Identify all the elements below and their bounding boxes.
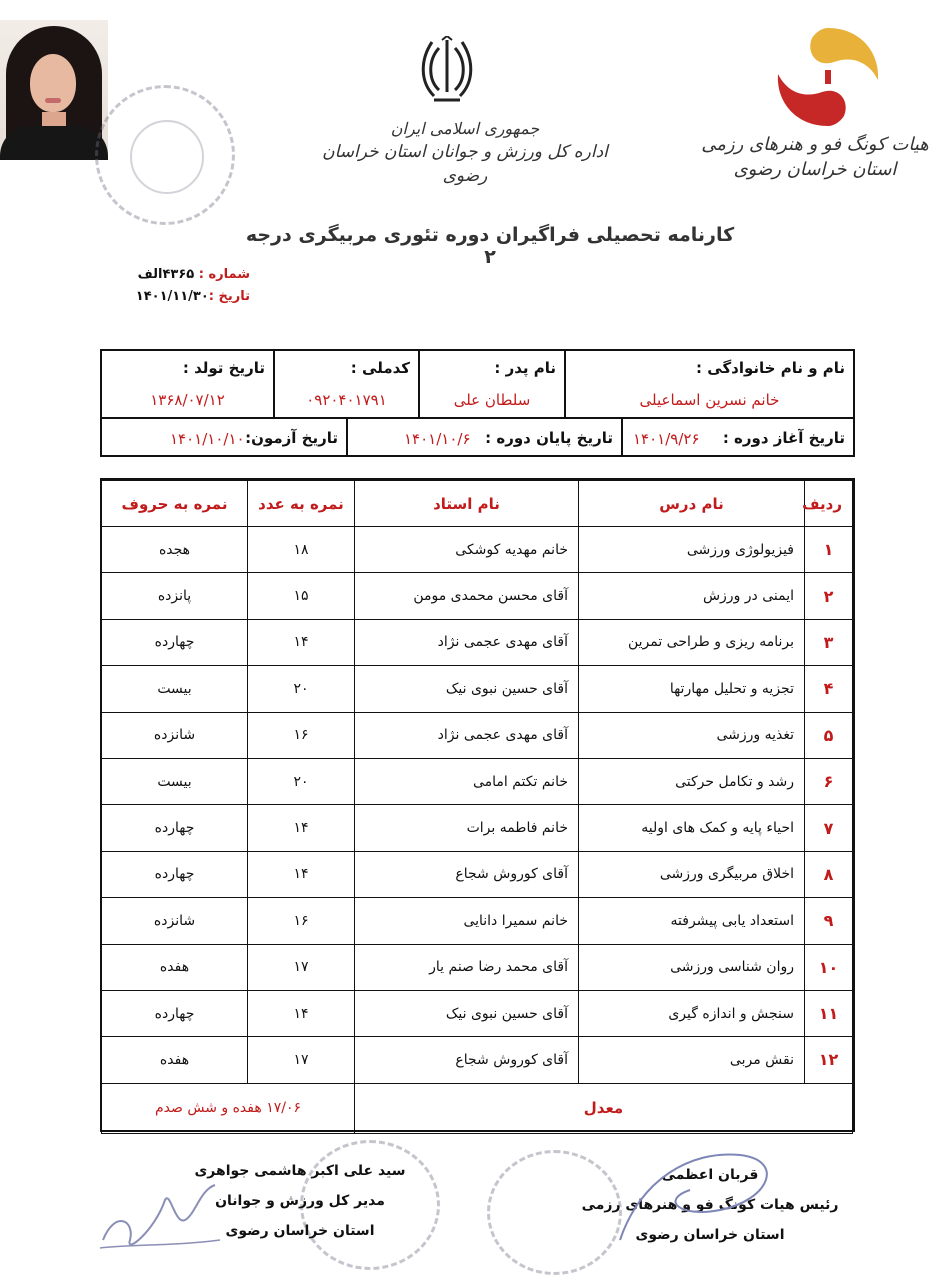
row-index: ۸ <box>805 851 853 897</box>
row-index: ۴ <box>805 666 853 712</box>
row-index: ۳ <box>805 619 853 665</box>
grade-words: چهارده <box>102 619 248 665</box>
country-name: جمهوری اسلامی ایران <box>390 119 540 138</box>
course-name: نقش مربی <box>579 1037 805 1083</box>
ministry-header <box>300 118 630 188</box>
header-grade-number: نمره به عدد <box>248 481 355 527</box>
header-index: ردیف <box>805 481 853 527</box>
table-row <box>102 619 853 665</box>
header-teacher: نام استاد <box>355 481 579 527</box>
course-name: برنامه ریزی و طراحی تمرین <box>579 619 805 665</box>
right-signer-region: استان خراسان رضوی <box>635 1227 785 1243</box>
photo-stamp <box>95 85 235 225</box>
course-name: فیزیولوژی ورزشی <box>579 527 805 573</box>
course-name: تغذیه ورزشی <box>579 712 805 758</box>
kungfu-federation-logo-icon <box>768 22 888 132</box>
course-name: روان شناسی ورزشی <box>579 944 805 990</box>
start-date-label: تاریخ آغاز دوره : <box>722 429 845 447</box>
exam-date-label: تاریخ آزمون: <box>245 429 338 447</box>
birth-value: ۱۳۶۸/۰۷/۱۲ <box>150 391 225 409</box>
course-name: اخلاق مربیگری ورزشی <box>579 851 805 897</box>
grade-words: شانزده <box>102 712 248 758</box>
end-date-label: تاریخ پایان دوره : <box>485 429 613 447</box>
table-header-row <box>102 481 853 527</box>
father-value: سلطان علی <box>453 391 531 409</box>
course-name: استعداد یابی پیشرفته <box>579 898 805 944</box>
document-meta <box>110 264 250 308</box>
row-index: ۷ <box>805 805 853 851</box>
teacher-name: آقای محسن محمدی مومن <box>355 573 579 619</box>
name-cell <box>564 351 853 417</box>
table-row <box>102 851 853 897</box>
header-grade-words: نمره به حروف <box>102 481 248 527</box>
course-name: تجزیه و تحلیل مهارتها <box>579 666 805 712</box>
row-index: ۹ <box>805 898 853 944</box>
grade-words: چهارده <box>102 990 248 1036</box>
birth-cell <box>102 351 273 417</box>
grade-number: ۱۷ <box>248 1037 355 1083</box>
grade-number: ۱۵ <box>248 573 355 619</box>
left-signer-region: استان خراسان رضوی <box>225 1223 375 1239</box>
teacher-name: خانم سمیرا دانایی <box>355 898 579 944</box>
father-label: نام پدر : <box>494 359 556 377</box>
left-signature-block <box>160 1156 440 1246</box>
row-index: ۱۰ <box>805 944 853 990</box>
average-label: معدل <box>355 1083 853 1133</box>
grade-words: چهارده <box>102 805 248 851</box>
grade-number: ۱۷ <box>248 944 355 990</box>
end-date-cell <box>346 419 621 457</box>
end-date-value: ۱۴۰۱/۱۰/۶ <box>404 430 471 448</box>
table-row <box>102 990 853 1036</box>
grade-number: ۱۴ <box>248 851 355 897</box>
row-index: ۱۲ <box>805 1037 853 1083</box>
grade-words: پانزده <box>102 573 248 619</box>
teacher-name: آقای حسین نبوی نیک <box>355 666 579 712</box>
row-index: ۱ <box>805 527 853 573</box>
grade-number: ۱۴ <box>248 805 355 851</box>
iran-emblem-icon <box>420 36 474 106</box>
teacher-name: آقای حسین نبوی نیک <box>355 990 579 1036</box>
name-value: خانم نسرین اسماعیلی <box>639 391 780 409</box>
table-row <box>102 527 853 573</box>
date-value: ۱۴۰۱/۱۱/۳۰ <box>135 289 209 304</box>
federation-header <box>700 133 930 183</box>
table-row <box>102 805 853 851</box>
teacher-name: آقای کوروش شجاع <box>355 851 579 897</box>
teacher-name: خانم مهدیه کوشکی <box>355 527 579 573</box>
student-info-box <box>100 349 855 457</box>
grade-words: چهارده <box>102 851 248 897</box>
date-label: تاریخ : <box>208 289 250 304</box>
ministry-name: اداره کل ورزش و جوانان استان خراسان رضوی <box>322 142 608 186</box>
teacher-name: خانم تکتم امامی <box>355 758 579 804</box>
course-name: سنجش و اندازه گیری <box>579 990 805 1036</box>
right-signature-block <box>560 1160 860 1250</box>
national-id-value: ۰۹۲۰۴۰۱۷۹۱ <box>306 391 387 409</box>
average-value: ۱۷/۰۶ هفده و شش صدم <box>102 1083 355 1133</box>
teacher-name: آقای مهدی عجمی نژاد <box>355 712 579 758</box>
federation-name: هیات کونگ فو و هنرهای رزمی <box>701 134 929 155</box>
grade-number: ۱۴ <box>248 619 355 665</box>
grade-words: بیست <box>102 758 248 804</box>
teacher-name: آقای مهدی عجمی نژاد <box>355 619 579 665</box>
grade-number: ۱۴ <box>248 990 355 1036</box>
row-index: ۲ <box>805 573 853 619</box>
course-name: ایمنی در ورزش <box>579 573 805 619</box>
grade-number: ۱۶ <box>248 898 355 944</box>
table-row <box>102 1037 853 1083</box>
number-value: ۴۳۶۵الف <box>137 267 195 282</box>
right-signer-name: قربان اعظمی <box>661 1167 759 1183</box>
federation-region: استان خراسان رضوی <box>733 159 897 180</box>
birth-label: تاریخ تولد : <box>182 359 265 377</box>
teacher-name: آقای محمد رضا صنم یار <box>355 944 579 990</box>
course-name: رشد و تکامل حرکتی <box>579 758 805 804</box>
start-date-value: ۱۴۰۱/۹/۲۶ <box>633 430 700 448</box>
table-row <box>102 712 853 758</box>
teacher-name: خانم فاطمه برات <box>355 805 579 851</box>
grade-words: هفده <box>102 1037 248 1083</box>
student-photo <box>0 20 108 160</box>
row-index: ۵ <box>805 712 853 758</box>
average-row <box>102 1083 853 1133</box>
right-signer-title: رئیس هیات کونگ فو و هنرهای رزمی <box>581 1197 839 1213</box>
teacher-name: آقای کوروش شجاع <box>355 1037 579 1083</box>
start-date-cell <box>621 419 853 457</box>
grade-number: ۱۶ <box>248 712 355 758</box>
grade-words: شانزده <box>102 898 248 944</box>
grade-words: بیست <box>102 666 248 712</box>
exam-date-cell <box>102 419 346 457</box>
left-signer-name: سید علی اکبر هاشمی جواهری <box>194 1163 406 1179</box>
left-signer-title: مدیر کل ورزش و جوانان <box>215 1193 385 1209</box>
header-course: نام درس <box>579 481 805 527</box>
table-row <box>102 573 853 619</box>
table-row <box>102 758 853 804</box>
name-label: نام و نام خانوادگی : <box>696 359 845 377</box>
number-label: شماره : <box>198 267 250 282</box>
course-name: احیاء پایه و کمک های اولیه <box>579 805 805 851</box>
grades-table <box>100 478 855 1132</box>
document-title: کارنامه تحصیلی فراگیران دوره تئوری مربیگری درجه ۲ <box>245 224 735 268</box>
grade-words: هجده <box>102 527 248 573</box>
row-index: ۶ <box>805 758 853 804</box>
grade-number: ۲۰ <box>248 758 355 804</box>
grade-number: ۲۰ <box>248 666 355 712</box>
table-row <box>102 666 853 712</box>
table-row <box>102 898 853 944</box>
grade-words: هفده <box>102 944 248 990</box>
exam-date-value: ۱۴۰۱/۱۰/۱۰ <box>170 430 245 448</box>
table-row <box>102 944 853 990</box>
father-cell <box>418 351 564 417</box>
row-index: ۱۱ <box>805 990 853 1036</box>
grade-number: ۱۸ <box>248 527 355 573</box>
national-id-cell <box>273 351 418 417</box>
national-id-label: کدملی : <box>350 359 410 377</box>
